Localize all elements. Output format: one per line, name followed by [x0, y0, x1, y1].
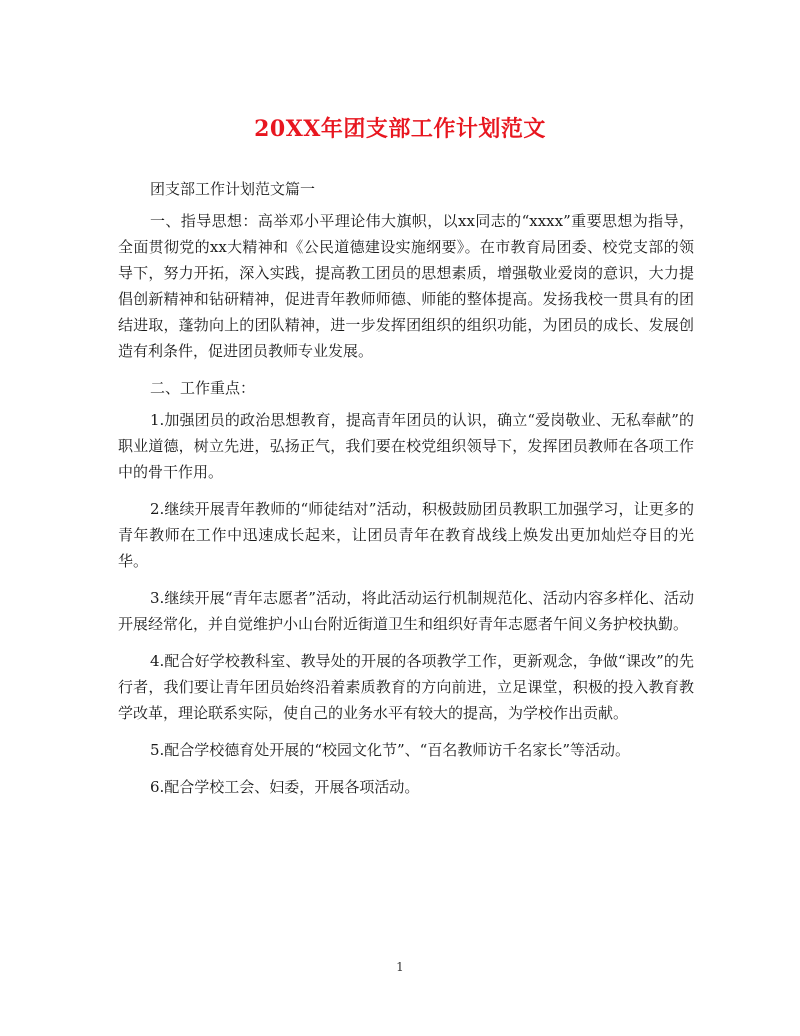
paragraph-item-4: 4.配合好学校教科室、教导处的开展的各项教学工作，更新观念，争做“课改”的先行者，我们要让青年团员始终沿着素质教育的方向前进，立足课堂，积极的投入教育教学改革，理论联系实际，使自己的业务水平有较大的提高，为学校作出贡献。 [118, 652, 694, 722]
paragraph-item-6: 6.配合学校工会、妇委，开展各项活动。 [150, 778, 420, 796]
paragraph-item-2: 2.继续开展青年教师的“师徒结对”活动，积极鼓励团员教职工加强学习，让更多的青年教师在工作中迅速成长起来，让团员青年在教育战线上焕发出更加灿烂夺目的光华。 [118, 500, 694, 570]
paragraph-item-1: 1.加强团员的政治思想教育，提高青年团员的认识，确立“爱岗敬业、无私奉献”的职业道德，树立先进，弘扬正气，我们要在校党组织领导下，发挥团员教师在各项工作中的骨干作用。 [118, 411, 694, 481]
paragraph-item-5: 5.配合学校德育处开展的“校园文化节”、“百名教师访千名家长”等活动。 [150, 741, 630, 759]
paragraph-item-3: 3.继续开展“青年志愿者”活动，将此活动运行机制规范化、活动内容多样化、活动开展经常化，并自觉维护小山台附近街道卫生和组织好青年志愿者午间义务护校执勤。 [118, 589, 694, 633]
section-heading: 团支部工作计划范文篇一 [150, 180, 316, 198]
document-body [118, 176, 694, 811]
paragraph-guiding-ideology: 一、指导思想：高举邓小平理论伟大旗帜，以xx同志的“xxxx”重要思想为指导，全面贯彻党的xx大精神和《公民道德建设实施纲要》。在市教育局团委、校党支部的领导下，努力开拓，深入实践，提高教工团员的思想素质，增强敬业爱岗的意识，大力提倡创新精神和钻研精神，促进青年教师师德、师能的整体提高。发扬我校一贯具有的团结进取，蓬勃向上的团队精神，进一步发挥团组织的组织功能，为团员的成长、发展创造有利条件，促进团员教师专业发展。 [118, 212, 694, 360]
page-number: 1 [396, 960, 404, 974]
document-title: 20XX年团支部工作计划范文 [254, 116, 546, 142]
paragraph-work-focus-heading: 二、工作重点： [150, 379, 256, 397]
